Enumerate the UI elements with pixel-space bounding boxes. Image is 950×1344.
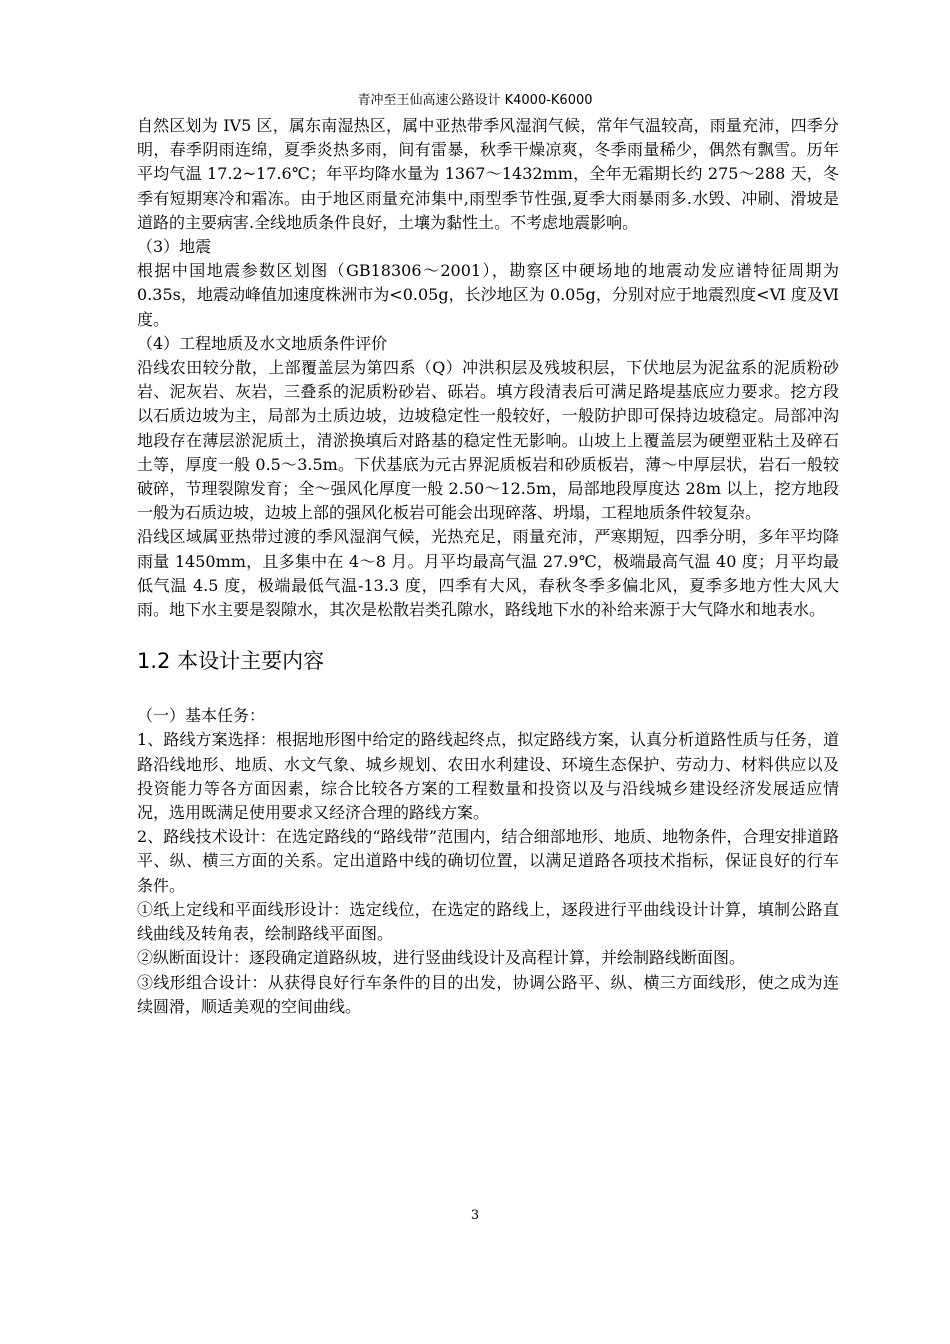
subheading-geology: （4）工程地质及水文地质条件评价 xyxy=(137,333,388,353)
paragraph-earthquake: 根据中国地震参数区划图（GB18306～2001），勘察区中硬场地的地震动发应谱特征周期为 0.35s，地震动峰值加速度株洲市为<0.05g，长沙地区为 0.05g，分别对应于地震烈度<Ⅵ 度及Ⅵ度。 xyxy=(137,261,839,329)
page-number: 3 xyxy=(470,1208,480,1223)
paragraph-climate: 自然区划为 IV5 区，属东南湿热区，属中亚热带季风湿润气候，常年气温较高，雨量充沛，四季分明，春季阴雨连绵，夏季炎热多雨，间有雷暴，秋季干燥凉爽，冬季雨量稀少，偶然有飘雪。历年平均气温 17.2~17.6℃；年平均降水量为 1367～1432mm，全年无霜期长约 275～288 天，冬季有短期寒冷和霜冻。由于地区雨量充沛集中,雨型季节性强,夏季大雨暴雨多.水毁、冲刷、滑坡是道路的主要病害.全线地质条件良好，土壤为黏性土。不考虑地震影响。 xyxy=(137,116,839,232)
paragraph-geology: 沿线农田较分散，上部覆盖层为第四系（Q）冲洪积层及残坡积层，下伏地层为泥盆系的泥质粉砂岩、泥灰岩、灰岩，三叠系的泥质粉砂岩、砾岩。填方段清表后可满足路堤基底应力要求。挖方段以石质边坡为主，局部为土质边坡，边坡稳定性一般较好，一般防护即可保持边坡稳定。局部冲沟地段存在薄层淤泥质土，清淤换填后对路基的稳定性无影响。山坡上上覆盖层为硬塑亚粘土及碎石土等，厚度一般 0.5～3.5m。下伏基底为元古界泥质板岩和砂质板岩，薄～中厚层状，岩石一般较破碎，节理裂隙发育；全～强风化厚度一般 2.50～12.5m，局部地段厚度达 28m 以上，挖方地段一般为石质边坡，边坡上部的强风化板岩可能会出现碎落、坍塌，工程地质条件较复杂。 xyxy=(137,358,839,523)
paragraph-profile-design: ②纵断面设计：逐段确定道路纵坡，进行竖曲线设计及高程计算，并绘制路线断面图。 xyxy=(137,948,746,968)
document-body xyxy=(137,114,839,1019)
paragraph-alignment-combination: ③线形组合设计：从获得良好行车条件的目的出发，协调公路平、纵、横三方面线形，使之成为连续圆滑，顺适美观的空间曲线。 xyxy=(137,972,839,1016)
paragraph-route-design: 2、路线技术设计：在选定路线的“路线带”范围内，结合细部地形、地质、地物条件，合理安排道路平、纵、横三方面的关系。定出道路中线的确切位置，以满足道路各项技术指标，保证良好的行车条件。 xyxy=(137,827,839,895)
subheading-earthquake: （3）地震 xyxy=(137,237,212,257)
paragraph-plan-design: ①纸上定线和平面线形设计：选定线位，在选定的路线上，逐段进行平曲线设计计算，填制公路直线曲线及转角表，绘制路线平面图。 xyxy=(137,899,839,944)
running-header: 青冲至王仙高速公路设计 K4000-K6000 xyxy=(357,93,593,108)
paragraph-hydrology: 沿线区域属亚热带过渡的季风湿润气候，光热充足，雨量充沛，严寒期短，四季分明，多年平均降雨量 1450mm，且多集中在 4～8 月。月平均最高气温 27.9℃，极端最高气温 40 度；月平均最低气温 4.5 度，极端最低气温-13.3 度，四季有大风，春秋冬季多偏北风，夏季多地方性大风大雨。地下水主要是裂隙水，其次是松散岩类孔隙水，路线地下水的补给来源于大气降水和地表水。 xyxy=(137,527,839,620)
section-heading: 1.2 本设计主要内容 xyxy=(137,649,325,674)
subheading-basic-tasks: （一）基本任务： xyxy=(137,706,266,726)
paragraph-route-selection: 1、路线方案选择：根据地形图中给定的路线起终点，拟定路线方案，认真分析道路性质与任务，道路沿线地形、地质、水文气象、城乡规划、农田水利建设、环境生态保护、劳动力、材料供应以及投资能力等各方面因素，综合比较各方案的工程数量和投资以及与沿线城乡建设经济发展适应情况，选用既满足使用要求又经济合理的路线方案。 xyxy=(137,730,839,823)
